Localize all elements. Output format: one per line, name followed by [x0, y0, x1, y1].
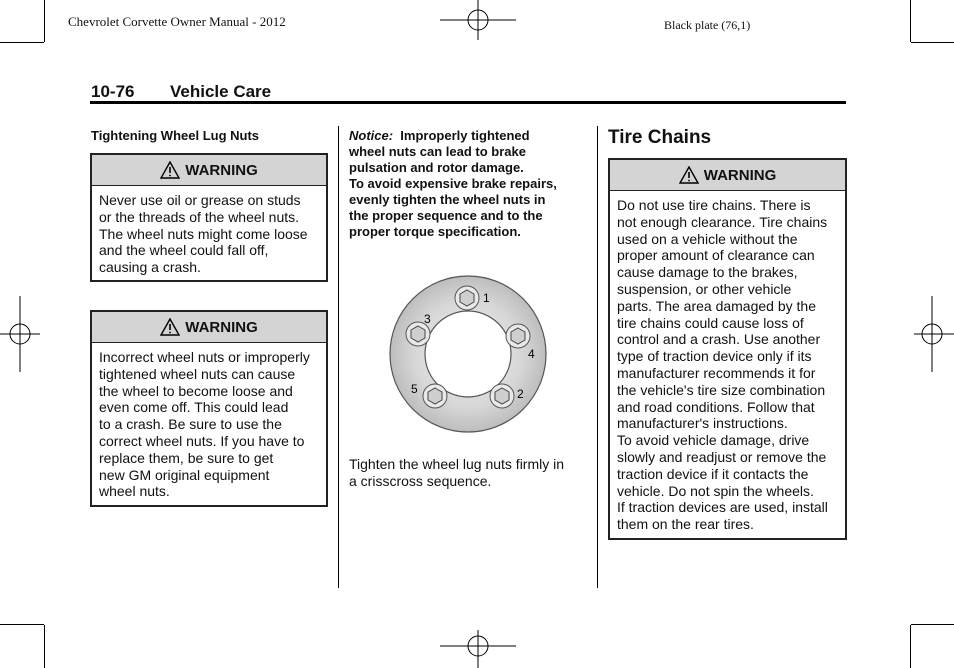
crop-mark — [910, 625, 911, 668]
notice-line: the proper sequence and to the — [349, 208, 543, 223]
text-line: correct wheel nuts. If you have to — [99, 432, 305, 449]
text-line: them on the rear tires. — [617, 516, 754, 533]
crop-mark — [0, 624, 44, 625]
notice-block — [349, 128, 589, 240]
warning-header — [92, 312, 326, 343]
lug-nut-label-2: 2 — [517, 387, 524, 401]
text-line: the vehicle's tire size combination — [617, 381, 826, 398]
column-divider — [338, 126, 339, 588]
text-line: slowly and readjust or remove the — [617, 448, 827, 465]
text-line: type of traction device only if its — [617, 348, 812, 365]
text-line: manufacturer's instructions. — [617, 415, 788, 432]
lug-nut-label-1: 1 — [483, 291, 490, 305]
caption-line: Tighten the wheel lug nuts firmly in — [349, 456, 565, 472]
warning-header — [92, 155, 326, 186]
warning-triangle-icon — [160, 318, 180, 336]
crop-mark — [44, 625, 45, 668]
text-line: suspension, or other vehicle — [617, 280, 792, 297]
text-line: wheel nuts. — [99, 483, 170, 500]
warning-label: WARNING — [185, 161, 258, 179]
warning-text — [610, 191, 845, 539]
text-line: new GM original equipment — [99, 466, 270, 483]
lug-nut-4 — [506, 324, 530, 348]
plate-label: Black plate (76,1) — [664, 18, 751, 32]
text-line: not enough clearance. Tire chains — [617, 213, 828, 230]
notice-text: Improperly tightened — [400, 128, 530, 143]
text-line: manufacturer recommends it for — [617, 364, 816, 381]
registration-mark-left — [0, 296, 44, 372]
crop-mark — [44, 0, 45, 42]
manual-title: Chevrolet Corvette Owner Manual - 2012 — [68, 14, 286, 29]
text-line: traction device if it contacts the — [617, 465, 809, 482]
text-line: used on a vehicle without the — [617, 230, 798, 247]
text-line: Incorrect wheel nuts or improperly — [99, 349, 310, 365]
warning-box-incorrect-nuts — [90, 310, 328, 507]
text-line: vehicle. Do not spin the wheels. — [617, 482, 814, 499]
registration-mark-top — [440, 0, 516, 44]
warning-box-tire-chains — [608, 158, 847, 540]
notice-line: proper torque specification. — [349, 224, 521, 239]
crop-mark — [0, 42, 44, 43]
notice-line: To avoid expensive brake repairs, — [349, 176, 557, 191]
text-line: causing a crash. — [99, 259, 201, 276]
caption-line: a crisscross sequence. — [349, 472, 492, 489]
lug-nut-1 — [455, 286, 479, 310]
figure-caption — [349, 456, 589, 490]
crop-mark — [911, 42, 954, 43]
tire-chains-heading: Tire Chains — [608, 127, 712, 148]
lug-nut-2 — [490, 384, 514, 408]
lug-nut-label-3: 3 — [424, 312, 431, 326]
lug-nut-diagram — [386, 274, 552, 438]
warning-text — [92, 186, 326, 282]
notice-line: evenly tighten the wheel nuts in — [349, 192, 546, 207]
text-line: control and a crash. Use another — [617, 331, 821, 348]
text-line: The wheel nuts might come loose — [99, 225, 308, 242]
section-rule — [90, 101, 846, 104]
text-line: even come off. This could lead — [99, 399, 289, 416]
notice-line: wheel nuts can lead to brake — [349, 144, 526, 159]
column-divider — [597, 126, 598, 588]
registration-mark-bottom — [440, 626, 516, 668]
notice-line: pulsation and rotor damage. — [349, 160, 524, 175]
crop-mark — [910, 0, 911, 42]
text-line: replace them, be sure to get — [99, 449, 274, 466]
warning-triangle-icon — [160, 161, 180, 179]
text-line: If traction devices are used, install — [617, 499, 828, 516]
text-line: the wheel to become loose and — [99, 382, 293, 399]
section-title: Vehicle Care — [170, 82, 272, 101]
text-line: tire chains could cause loss of — [617, 314, 804, 331]
warning-label: WARNING — [703, 166, 777, 184]
text-line: and the wheel could fall off, — [99, 242, 269, 259]
text-line: parts. The area damaged by the — [617, 297, 816, 314]
warning-triangle-icon — [679, 166, 699, 184]
text-line: To avoid vehicle damage, drive — [617, 432, 810, 449]
text-line: to a crash. Be sure to use the — [99, 416, 282, 433]
text-line: tightened wheel nuts can cause — [99, 365, 296, 382]
text-line: or the threads of the wheel nuts. — [99, 208, 300, 225]
notice-label: Notice: — [349, 128, 394, 143]
text-line: Never use oil or grease on studs — [99, 192, 301, 208]
notice-line — [349, 128, 589, 144]
text-line: and road conditions. Follow that — [617, 398, 815, 415]
crop-mark — [911, 624, 954, 625]
warning-label: WARNING — [185, 318, 258, 336]
text-line: cause damage to the brakes, — [617, 264, 798, 281]
subheading-lug-nuts: Tightening Wheel Lug Nuts — [91, 128, 260, 143]
warning-header — [610, 160, 845, 191]
warning-text — [92, 343, 326, 506]
warning-box-oil — [90, 153, 328, 282]
lug-nut-5 — [423, 384, 447, 408]
text-line: Do not use tire chains. There is — [617, 197, 811, 213]
lug-nut-label-4: 4 — [528, 347, 535, 361]
page-number: 10-76 — [91, 82, 135, 101]
registration-mark-right — [910, 296, 954, 372]
text-line: proper amount of clearance can — [617, 247, 815, 264]
lug-nut-label-5: 5 — [411, 382, 418, 396]
